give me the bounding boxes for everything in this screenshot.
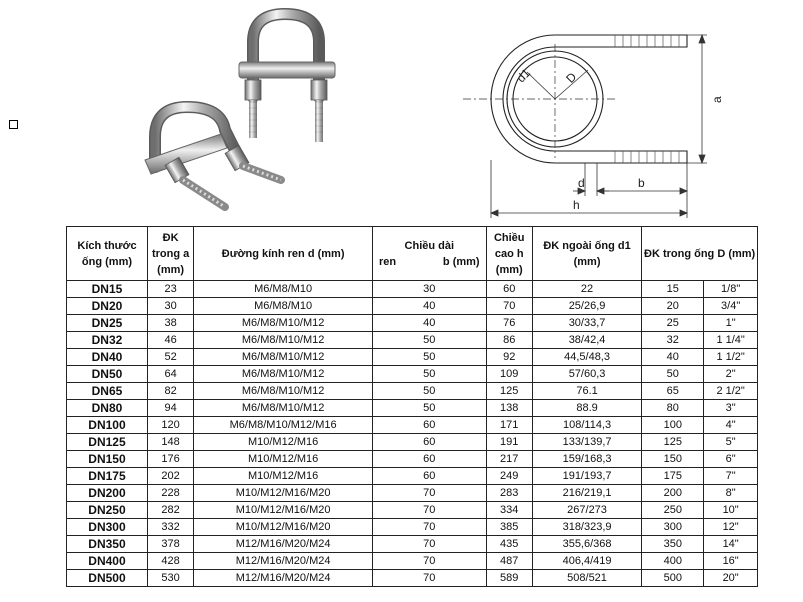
cell-D-in: 1/8" [704,281,758,298]
table-row [67,485,758,502]
table-row [67,536,758,553]
cell-a: 428 [147,553,193,570]
cell-d1: 57/60,3 [532,366,641,383]
cell-d1: 108/114,3 [532,417,641,434]
cell-h: 217 [486,451,532,468]
label-d1: d1 [513,65,534,86]
cell-b: 60 [373,468,487,485]
cell-b: 70 [373,570,487,587]
table-row [67,451,758,468]
cell-d1: 191/193,7 [532,468,641,485]
cell-D-mm: 250 [642,502,704,519]
radius-lines [527,70,588,99]
table-row [67,468,758,485]
thread-hatch [615,35,679,163]
cell-D-mm: 65 [642,383,704,400]
cell-h: 92 [486,349,532,366]
cell-thread: M10/M12/M16/M20 [194,502,373,519]
label-a: a [710,96,724,103]
cell-dn: DN175 [67,468,148,485]
cell-b: 60 [373,451,487,468]
col-header-h: Chiều cao h (mm) [486,227,532,281]
cell-h: 249 [486,468,532,485]
cell-h: 86 [486,332,532,349]
u-bolt-photo [125,2,365,224]
table-row [67,502,758,519]
cell-d1: 30/33,7 [532,315,641,332]
cell-D-in: 2" [704,366,758,383]
cell-dn: DN32 [67,332,148,349]
cell-D-mm: 50 [642,366,704,383]
cell-b: 40 [373,298,487,315]
cell-h: 589 [486,570,532,587]
table-row [67,366,758,383]
cell-b: 50 [373,332,487,349]
cell-D-mm: 32 [642,332,704,349]
col-header-b-line1: Chiều dài [404,239,455,252]
cell-b: 30 [373,281,487,298]
cell-b: 70 [373,553,487,570]
col-header-size: Kích thước ống (mm) [67,227,148,281]
cell-thread: M10/M12/M16 [194,451,373,468]
cell-D-mm: 500 [642,570,704,587]
table-row [67,400,758,417]
cell-d1: 76.1 [532,383,641,400]
cell-D-mm: 25 [642,315,704,332]
cell-D-mm: 20 [642,298,704,315]
cell-D-in: 1 1/4" [704,332,758,349]
cell-b: 50 [373,349,487,366]
col-header-b-right: b (mm) [442,255,480,268]
cell-D-in: 1 1/2" [704,349,758,366]
cell-d1: 267/273 [532,502,641,519]
table-row [67,349,758,366]
cell-a: 282 [147,502,193,519]
cell-a: 176 [147,451,193,468]
cell-b: 70 [373,485,487,502]
center-lines [463,44,615,158]
cell-thread: M6/M8/M10/M12 [194,315,373,332]
u-bolt-front [145,107,281,207]
cell-D-mm: 350 [642,536,704,553]
cell-thread: M12/M16/M20/M24 [194,553,373,570]
cell-a: 378 [147,536,193,553]
col-header-thread: Đường kính ren d (mm) [194,227,373,281]
cell-dn: DN25 [67,315,148,332]
cell-thread: M6/M8/M10/M12/M16 [194,417,373,434]
cell-dn: DN200 [67,485,148,502]
table-row [67,315,758,332]
cell-a: 52 [147,349,193,366]
cell-d1: 38/42,4 [532,332,641,349]
cell-dn: DN350 [67,536,148,553]
spec-table [66,226,758,587]
cell-D-mm: 300 [642,519,704,536]
cell-dn: DN50 [67,366,148,383]
cell-D-in: 16" [704,553,758,570]
cell-a: 23 [147,281,193,298]
cell-dn: DN300 [67,519,148,536]
cell-b: 70 [373,536,487,553]
cell-b: 50 [373,366,487,383]
cell-D-mm: 80 [642,400,704,417]
cell-d1: 216/219,1 [532,485,641,502]
cell-D-in: 7" [704,468,758,485]
label-b: b [638,176,645,190]
table-row [67,417,758,434]
cell-thread: M10/M12/M16/M20 [194,485,373,502]
cell-a: 94 [147,400,193,417]
cell-d1: 25/26,9 [532,298,641,315]
table-row [67,434,758,451]
col-header-b-left: ren [379,255,397,268]
cell-a: 530 [147,570,193,587]
table-row [67,519,758,536]
cell-thread: M6/M8/M10/M12 [194,349,373,366]
cell-b: 70 [373,502,487,519]
cell-d1: 508/521 [532,570,641,587]
cell-a: 202 [147,468,193,485]
col-header-d1: ĐK ngoài ống d1 (mm) [532,227,641,281]
cell-a: 82 [147,383,193,400]
cell-D-mm: 15 [642,281,704,298]
cell-dn: DN65 [67,383,148,400]
cell-dn: DN20 [67,298,148,315]
cell-D-in: 1" [704,315,758,332]
cell-thread: M10/M12/M16 [194,468,373,485]
cell-dn: DN15 [67,281,148,298]
dimension-labels [514,66,724,212]
cell-dn: DN80 [67,400,148,417]
cell-d1: 355,6/368 [532,536,641,553]
cell-h: 334 [486,502,532,519]
cell-b: 50 [373,400,487,417]
cell-D-mm: 40 [642,349,704,366]
cell-b: 60 [373,417,487,434]
cell-D-in: 3/4" [704,298,758,315]
cell-D-in: 14" [704,536,758,553]
cell-D-in: 20" [704,570,758,587]
cell-D-mm: 125 [642,434,704,451]
cell-h: 60 [486,281,532,298]
cell-D-mm: 150 [642,451,704,468]
cell-d1: 318/323,9 [532,519,641,536]
cell-h: 70 [486,298,532,315]
cell-h: 435 [486,536,532,553]
cell-h: 109 [486,366,532,383]
cell-D-mm: 200 [642,485,704,502]
cell-dn: DN40 [67,349,148,366]
cell-h: 191 [486,434,532,451]
cell-thread: M12/M16/M20/M24 [194,570,373,587]
cell-a: 30 [147,298,193,315]
cell-dn: DN100 [67,417,148,434]
cell-h: 171 [486,417,532,434]
label-h: h [573,198,580,212]
cell-a: 120 [147,417,193,434]
cell-dn: DN250 [67,502,148,519]
cell-dn: DN150 [67,451,148,468]
cell-h: 138 [486,400,532,417]
table-row [67,332,758,349]
cell-thread: M6/M8/M10 [194,281,373,298]
cell-D-in: 8" [704,485,758,502]
cell-D-mm: 100 [642,417,704,434]
cell-b: 60 [373,434,487,451]
cell-h: 487 [486,553,532,570]
cell-D-in: 5" [704,434,758,451]
cell-a: 64 [147,366,193,383]
cell-D-in: 10" [704,502,758,519]
cell-D-mm: 400 [642,553,704,570]
checkbox[interactable] [9,120,18,129]
cell-a: 332 [147,519,193,536]
cell-D-in: 3" [704,400,758,417]
table-header-row [67,227,758,281]
col-header-a: ĐK trong a (mm) [147,227,193,281]
cell-h: 76 [486,315,532,332]
table-row [67,298,758,315]
cell-thread: M6/M8/M10/M12 [194,332,373,349]
cell-thread: M12/M16/M20/M24 [194,536,373,553]
cell-d1: 22 [532,281,641,298]
cell-a: 228 [147,485,193,502]
cell-a: 148 [147,434,193,451]
cell-D-in: 4" [704,417,758,434]
cell-dn: DN125 [67,434,148,451]
cell-h: 385 [486,519,532,536]
cell-dn: DN500 [67,570,148,587]
cell-thread: M6/M8/M10/M12 [194,400,373,417]
cell-thread: M6/M8/M10/M12 [194,366,373,383]
u-bolt-drawing [455,0,775,222]
table-row [67,570,758,587]
u-bolt-back [239,14,335,142]
cell-a: 46 [147,332,193,349]
u-bolt-outline [491,35,687,163]
label-D: D [563,69,580,86]
cell-b: 70 [373,519,487,536]
table-row [67,281,758,298]
cell-dn: DN400 [67,553,148,570]
col-header-D: ĐK trong ống D (mm) [642,227,758,281]
cell-d1: 88.9 [532,400,641,417]
cell-thread: M6/M8/M10/M12 [194,383,373,400]
cell-a: 38 [147,315,193,332]
cell-D-in: 12" [704,519,758,536]
cell-d1: 44,5/48,3 [532,349,641,366]
label-d: d [578,176,585,190]
cell-h: 283 [486,485,532,502]
cell-D-mm: 175 [642,468,704,485]
table-row [67,553,758,570]
table-row [67,383,758,400]
cell-d1: 159/168,3 [532,451,641,468]
cell-D-in: 6" [704,451,758,468]
cell-thread: M6/M8/M10 [194,298,373,315]
cell-b: 40 [373,315,487,332]
cell-d1: 133/139,7 [532,434,641,451]
cell-D-in: 2 1/2" [704,383,758,400]
cell-h: 125 [486,383,532,400]
cell-b: 50 [373,383,487,400]
cell-d1: 406,4/419 [532,553,641,570]
cell-thread: M10/M12/M16 [194,434,373,451]
col-header-b [373,227,487,281]
cell-thread: M10/M12/M16/M20 [194,519,373,536]
